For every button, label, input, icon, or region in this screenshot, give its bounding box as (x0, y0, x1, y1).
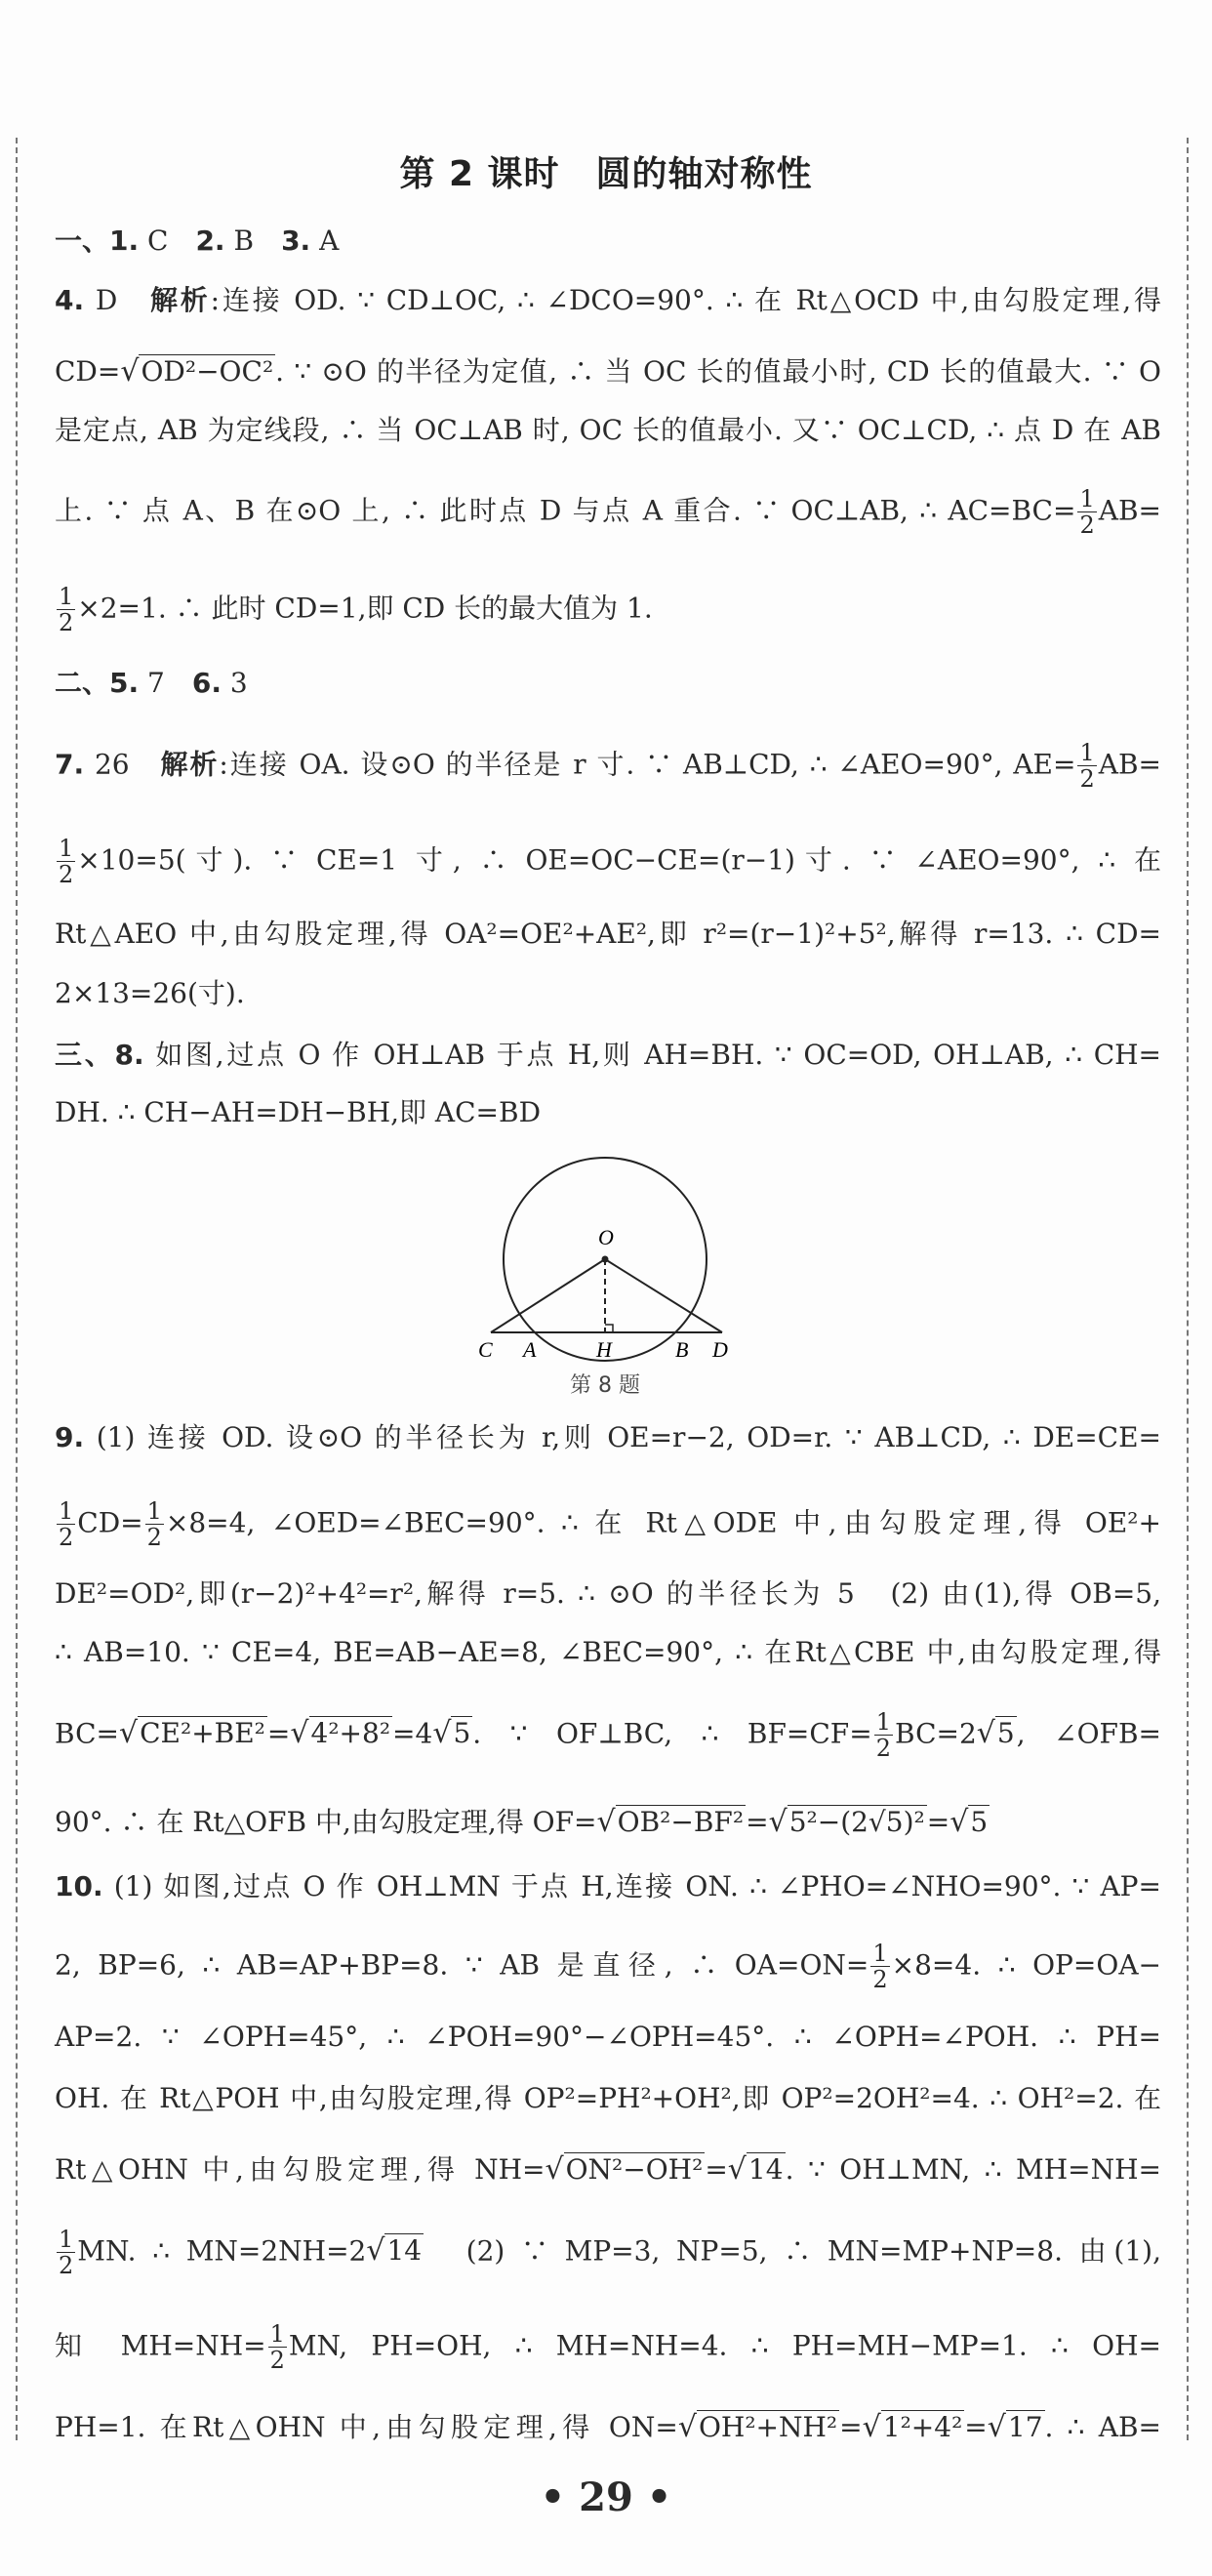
bold-label: 10. (55, 1870, 103, 1902)
fraction-denominator: 2 (59, 1524, 74, 1552)
bold-label: 4. (55, 284, 85, 316)
text-run: OH. 在 Rt△POH 中,由勾股定理,得 OP²=PH²+OH²,即 OP²=2OH²=4. ∴ OH²=2. 在 (55, 2082, 1161, 2114)
radical-sign-icon: √ (727, 2152, 747, 2187)
text-line (55, 2077, 1161, 2120)
radicand: OB²−BF² (617, 1806, 745, 1838)
text-run: BC= (55, 1717, 119, 1750)
label-b: B (675, 1337, 689, 1362)
text-run: Rt△OHN 中,由勾股定理,得 NH= (55, 2153, 545, 2186)
bold-label: 二、5. (55, 667, 140, 699)
text-run: CD= (55, 355, 121, 388)
bold-label: 7. (55, 748, 85, 781)
segment-oc (491, 1259, 605, 1332)
square-root (432, 1717, 472, 1749)
text-line (55, 835, 1161, 889)
dashed-border-left (16, 138, 18, 2440)
text-run: PH=1. 在Rt△OHN 中,由勾股定理,得 ON= (55, 2411, 678, 2443)
fraction-numerator: 1 (59, 835, 74, 862)
text-line (55, 485, 1161, 540)
radicand: 14 (747, 2153, 784, 2186)
square-root (988, 2411, 1045, 2443)
text-run: 2, BP=6, ∴ AB=AP+BP=8. ∵ AB 是直径, ∴ OA=ON= (55, 1948, 869, 1982)
bold-label: 6. (191, 667, 222, 699)
text-line (55, 2320, 1161, 2375)
text-run: . ∵ ⊙O 的半径为定值, ∴ 当 OC 长的值最小时, CD 长的值最大. ∵ O (275, 355, 1161, 388)
text-run: 2×13=26(寸). (55, 977, 245, 1009)
text-run: = (705, 2153, 728, 2186)
text-line (55, 739, 1161, 794)
text-run: 3 (221, 667, 248, 699)
right-angle-mark (605, 1325, 613, 1332)
text-run: C (139, 225, 196, 257)
fraction-denominator: 2 (1079, 511, 1095, 540)
radicand: CE²+BE² (140, 1717, 265, 1750)
text-run: 上. ∵ 点 A、B 在⊙O 上, ∴ 此时点 D 与点 A 重合. ∵ OC⊥AB, ∴ AC=BC= (55, 494, 1076, 527)
fraction (57, 584, 75, 636)
bullet-right: • (646, 2474, 672, 2520)
text-run: Rt△AEO 中,由勾股定理,得 OA²=OE²+AE²,即 r²=(r−1)²+5²,解得 r=13. ∴ CD= (55, 918, 1161, 950)
radical-sign-icon: √ (366, 2233, 385, 2269)
label-d: D (712, 1337, 728, 1362)
text-run: 如图,过点 O 作 OH⊥AB 于点 H,则 AH=BH. ∵ OC=OD, OH⊥AB, ∴ CH= (143, 1039, 1161, 1071)
fraction (57, 1498, 75, 1551)
square-root (545, 2153, 705, 2186)
figure-caption: 第 8 题 (570, 1373, 640, 1398)
radicand: 5²−(2√5)² (788, 1806, 925, 1838)
square-root (863, 2411, 965, 2443)
text-line (55, 1631, 1161, 1674)
point-o (602, 1256, 609, 1263)
text-run: :连接 OD. ∵ CD⊥OC, ∴ ∠DCO=90°. ∴ 在 Rt△OCD 中,由勾股定理,得 (210, 284, 1161, 316)
text-run: = (746, 1806, 769, 1838)
text-run: = (926, 1806, 950, 1838)
text-run: AP=2. ∵ ∠OPH=45°, ∴ ∠POH=90°−∠OPH=45°. ∴ ∠OPH=∠POH. ∴ PH= (55, 2021, 1161, 2053)
label-o: O (598, 1225, 614, 1249)
fraction-numerator: 1 (872, 1940, 888, 1967)
text-run: 26 (84, 748, 161, 781)
fraction-denominator: 2 (1079, 765, 1095, 794)
square-root (678, 2411, 839, 2443)
text-run: AB= (1098, 494, 1161, 527)
fraction-denominator: 2 (269, 2347, 285, 2375)
text-line (55, 1034, 1161, 1077)
radicand: 17 (1007, 2411, 1043, 2443)
fraction (145, 1498, 164, 1551)
radical-sign-icon: √ (949, 1805, 969, 1839)
fraction-denominator: 2 (875, 1735, 891, 1763)
radicand: 14 (386, 2234, 423, 2268)
text-run: . ∵ OH⊥MN, ∴ MH=NH= (785, 2153, 1161, 2186)
text-run: 是定点, AB 为定线段, ∴ 当 OC⊥AB 时, OC 长的值最小. 又∵ OC⊥CD, ∴ 点 D 在 AB (55, 414, 1161, 446)
text-line (55, 279, 1161, 322)
text-run: ∴ AB=10. ∵ CE=4, BE=AB−AE=8, ∠BEC=90°, ∴ 在Rt△CBE 中,由勾股定理,得 (55, 1636, 1161, 1668)
text-line (55, 913, 1161, 956)
bold-label: 解析 (149, 284, 211, 316)
radicand: 4²+8² (310, 1717, 391, 1750)
text-line (55, 350, 1161, 393)
radical-sign-icon: √ (596, 1805, 616, 1839)
radicand: 5 (970, 1806, 989, 1838)
square-root (120, 355, 275, 388)
text-run: = (266, 1717, 291, 1750)
fraction-numerator: 1 (1079, 485, 1095, 512)
text-line (55, 1708, 1162, 1763)
label-c: C (478, 1337, 493, 1362)
radicand: ON²−OH² (565, 2153, 704, 2186)
fraction-numerator: 1 (59, 583, 74, 610)
text-run: (1) 连接 OD. 设⊙O 的半径长为 r,则 OE=r−2, OD=r. ∵ AB⊥CD, ∴ DE=CE= (84, 1421, 1161, 1453)
fraction-numerator: 1 (269, 2320, 285, 2348)
radicand: 5 (453, 1717, 471, 1750)
fraction (1077, 486, 1096, 539)
square-root (290, 1717, 392, 1749)
segment-od (605, 1259, 722, 1332)
text-line (55, 1497, 1161, 1552)
text-run: BC=2 (894, 1717, 977, 1750)
page-number-value: 29 (579, 2474, 633, 2520)
text-line (55, 1801, 1161, 1844)
fraction-numerator: 1 (146, 1497, 162, 1525)
bold-label: 3. (281, 225, 311, 257)
bold-label: 2. (195, 225, 225, 257)
radical-sign-icon: √ (118, 1716, 139, 1751)
radical-sign-icon: √ (677, 2410, 697, 2444)
square-root (597, 1806, 747, 1838)
square-root (977, 1717, 1017, 1749)
text-run: 知 MH=NH= (55, 2329, 266, 2362)
fraction (1077, 740, 1096, 793)
text-line (55, 220, 1161, 263)
bold-label: 一、1. (55, 225, 140, 257)
text-run: A (310, 225, 340, 257)
text-line (55, 2226, 1161, 2280)
radical-sign-icon: √ (432, 1716, 452, 1751)
text-line (55, 409, 1161, 452)
square-root (949, 1806, 990, 1838)
text-line (55, 972, 1161, 1015)
fraction-numerator: 1 (59, 1497, 74, 1525)
text-run: 90°. ∴ 在 Rt△OFB 中,由勾股定理,得 OF= (55, 1806, 597, 1838)
radicand: OH²+NH² (698, 2411, 838, 2443)
fraction-numerator: 1 (1079, 739, 1095, 766)
text-line (55, 1573, 1161, 1615)
square-root (728, 2153, 786, 2186)
text-run: DH. ∴ CH−AH=DH−BH,即 AC=BD (55, 1096, 542, 1128)
text-run: D (84, 284, 150, 316)
bold-label: 9. (55, 1421, 85, 1453)
page-number (0, 2474, 1212, 2520)
radicand: 1²+4² (882, 2411, 963, 2443)
text-run: ×8=4, ∠OED=∠BEC=90°. ∴ 在 Rt△ODE 中,由勾股定理,得 OE²+ (165, 1506, 1161, 1539)
text-run: :连接 OA. 设⊙O 的半径是 r 寸. ∵ AB⊥CD, ∴ ∠AEO=90°, AE= (219, 748, 1076, 781)
text-run: = (964, 2411, 988, 2443)
fraction-numerator: 1 (875, 1708, 891, 1736)
text-run: DE²=OD²,即(r−2)²+4²=r²,解得 r=5. ∴ ⊙O 的半径长为 5 (2) 由(1),得 OB=5, (55, 1577, 1161, 1610)
radical-sign-icon: √ (545, 2152, 564, 2187)
radical-sign-icon: √ (120, 354, 140, 388)
text-line (55, 1940, 1161, 1994)
text-run: MN, PH=OH, ∴ MH=NH=4. ∴ PH=MH−MP=1. ∴ OH= (288, 2329, 1161, 2362)
text-line (55, 2406, 1161, 2449)
radical-sign-icon: √ (768, 1805, 788, 1839)
text-run: = (839, 2411, 863, 2443)
text-run: (2) ∵ MP=3, NP=5, ∴ MN=MP+NP=8. 由(1), (424, 2234, 1161, 2268)
radical-sign-icon: √ (987, 2410, 1006, 2444)
fraction-denominator: 2 (146, 1524, 162, 1552)
text-run: . ∵ OF⊥BC, ∴ BF=CF= (472, 1717, 872, 1750)
fraction (870, 1941, 889, 1993)
label-h: H (596, 1337, 612, 1362)
square-root (119, 1717, 267, 1749)
text-run: B (224, 225, 282, 257)
fraction-denominator: 2 (59, 609, 74, 637)
text-run: =4 (392, 1717, 433, 1750)
text-line (55, 583, 1161, 637)
text-line (55, 2016, 1161, 2059)
text-run: . ∴ AB= (1044, 2411, 1162, 2443)
label-a: A (523, 1337, 537, 1362)
text-run: AB= (1098, 748, 1161, 781)
bullet-left: • (540, 2474, 566, 2520)
text-line (55, 1865, 1161, 1908)
radical-sign-icon: √ (976, 1716, 995, 1751)
fraction-denominator: 2 (59, 2252, 74, 2280)
radicand: 5 (996, 1717, 1015, 1750)
text-line (55, 1091, 1161, 1134)
bold-label: 三、8. (55, 1039, 144, 1071)
text-run: , ∠OFB= (1016, 1717, 1162, 1750)
radical-sign-icon: √ (862, 2410, 881, 2444)
text-run: 7 (139, 667, 192, 699)
fraction (57, 2227, 75, 2279)
text-run: (1) 如图,过点 O 作 OH⊥MN 于点 H,连接 ON. ∴ ∠PHO=∠NHO=90°. ∵ AP= (102, 1870, 1161, 1902)
dashed-border-right (1187, 138, 1189, 2440)
text-run: ×2=1. ∴ 此时 CD=1,即 CD 长的最大值为 1. (77, 592, 653, 625)
square-root (366, 2234, 424, 2267)
fraction (874, 1709, 893, 1762)
text-line (55, 1416, 1161, 1459)
square-root (769, 1806, 927, 1838)
text-line (55, 662, 1161, 705)
fraction (268, 2321, 287, 2374)
fraction-denominator: 2 (59, 861, 74, 889)
fraction-denominator: 2 (872, 1966, 888, 1994)
page-title: 第 2 课时 圆的轴对称性 (399, 154, 813, 194)
figure-problem-8 (468, 1142, 751, 1406)
fraction-numerator: 1 (59, 2226, 74, 2253)
radical-sign-icon: √ (290, 1716, 309, 1751)
radicand: OD²−OC² (141, 355, 274, 388)
bold-label: 解析 (160, 748, 220, 781)
text-run: ×10=5(寸). ∵ CE=1 寸, ∴ OE=OC−CE=(r−1)寸. ∵ ∠AEO=90°, ∴ 在 (77, 843, 1161, 877)
text-line (55, 2148, 1161, 2191)
text-run: MN. ∴ MN=2NH=2 (77, 2234, 367, 2268)
fraction (57, 836, 75, 888)
text-run: ×8=4. ∴ OP=OA− (891, 1948, 1161, 1982)
text-run: CD= (77, 1506, 143, 1539)
